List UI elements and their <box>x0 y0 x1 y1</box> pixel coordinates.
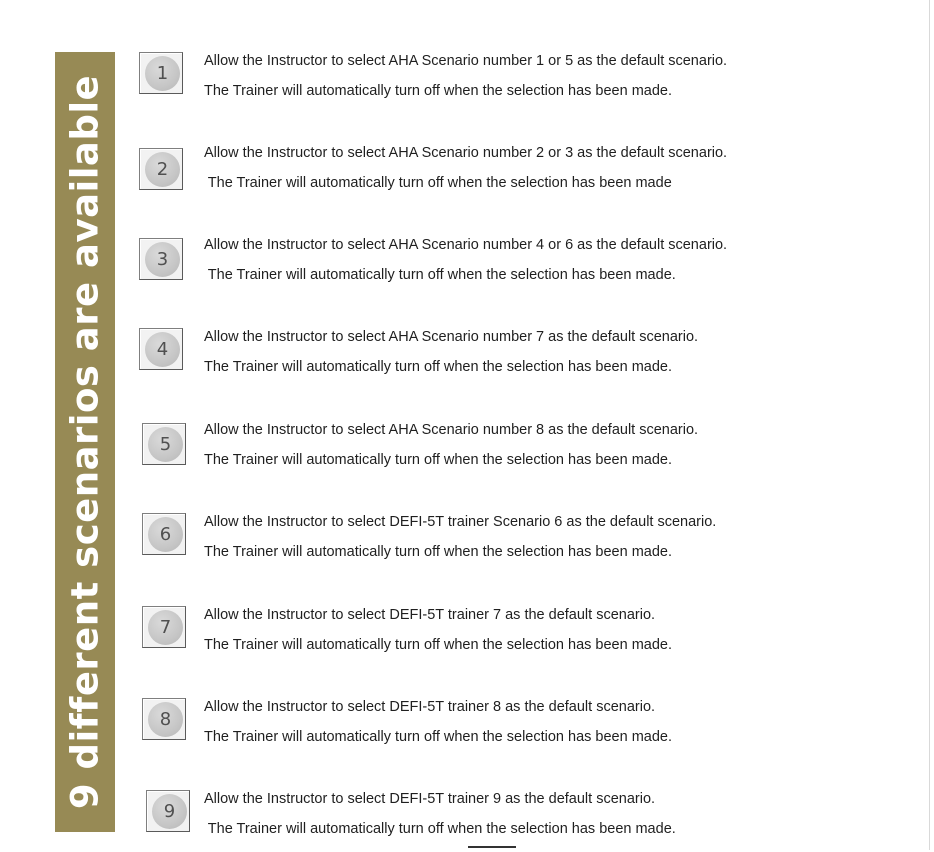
scenario-row <box>0 790 934 852</box>
scenario-number: 9 <box>152 794 187 829</box>
scenario-note: The Trainer will automatically turn off when the selection has been made. <box>204 544 673 560</box>
scenario-number-button[interactable] <box>139 238 183 280</box>
scenario-number: 6 <box>148 517 183 552</box>
scenario-row <box>0 144 934 206</box>
scenario-number: 5 <box>148 427 183 462</box>
scenario-number-button[interactable] <box>139 328 183 370</box>
scenario-number-button[interactable] <box>146 790 190 832</box>
scenario-description: Allow the Instructor to select DEFI-5T trainer Scenario 6 as the default scenario. <box>204 514 717 530</box>
scenario-note: The Trainer will automatically turn off when the selection has been made. <box>204 83 673 99</box>
scenario-row <box>0 421 934 483</box>
scenario-number-button[interactable] <box>139 52 183 94</box>
scenario-number-button[interactable] <box>142 423 186 465</box>
scenario-row <box>0 513 934 575</box>
scenario-note: The Trainer will automatically turn off when the selection has been made. <box>204 267 676 283</box>
scenario-number: 8 <box>148 702 183 737</box>
scenario-number: 1 <box>145 56 180 91</box>
side-banner-title: 9 different scenarios are available <box>63 74 107 810</box>
scenario-description: Allow the Instructor to select DEFI-5T trainer 8 as the default scenario. <box>204 699 656 715</box>
scenario-number: 4 <box>145 332 180 367</box>
scenario-note: The Trainer will automatically turn off when the selection has been made. <box>204 452 673 468</box>
scenario-description: Allow the Instructor to select AHA Scenario number 1 or 5 as the default scenario. <box>204 53 728 69</box>
scenario-row <box>0 606 934 668</box>
scenario-number-button[interactable] <box>142 513 186 555</box>
scenario-number: 7 <box>148 610 183 645</box>
scenario-note: The Trainer will automatically turn off when the selection has been made. <box>204 821 676 837</box>
scenario-note: The Trainer will automatically turn off when the selection has been made. <box>204 637 673 653</box>
scenario-number: 2 <box>145 152 180 187</box>
scenario-number: 3 <box>145 242 180 277</box>
scenario-row <box>0 328 934 390</box>
scenario-number-button[interactable] <box>139 148 183 190</box>
scenario-description: Allow the Instructor to select AHA Scenario number 4 or 6 as the default scenario. <box>204 237 728 253</box>
scenario-note: The Trainer will automatically turn off when the selection has been made. <box>204 729 673 745</box>
scenario-description: Allow the Instructor to select AHA Scenario number 2 or 3 as the default scenario. <box>204 145 728 161</box>
scenario-description: Allow the Instructor to select DEFI-5T trainer 9 as the default scenario. <box>204 791 656 807</box>
scenario-number-button[interactable] <box>142 606 186 648</box>
scenario-description: Allow the Instructor to select AHA Scenario number 8 as the default scenario. <box>204 422 699 438</box>
scenario-note: The Trainer will automatically turn off when the selection has been made <box>204 175 672 191</box>
scenario-note: The Trainer will automatically turn off when the selection has been made. <box>204 359 673 375</box>
scenario-row <box>0 698 934 760</box>
scenario-number-button[interactable] <box>142 698 186 740</box>
scenario-description: Allow the Instructor to select DEFI-5T trainer 7 as the default scenario. <box>204 607 656 623</box>
scenario-row <box>0 52 934 114</box>
scenario-row <box>0 236 934 298</box>
scenario-description: Allow the Instructor to select AHA Scenario number 7 as the default scenario. <box>204 329 699 345</box>
